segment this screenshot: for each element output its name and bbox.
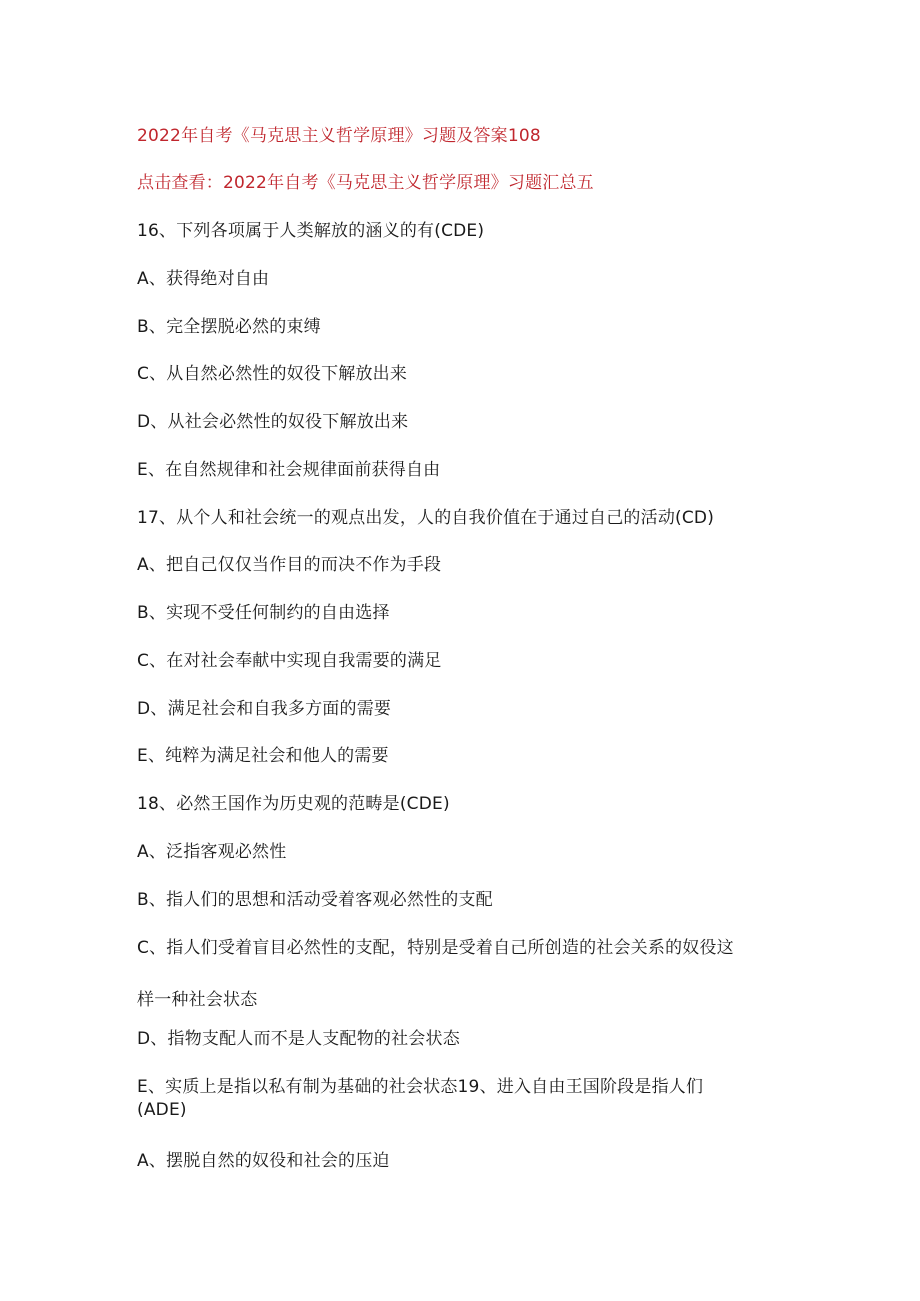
- q18-option-a: A、泛指客观必然性: [137, 842, 287, 862]
- q18-option-c: C、指人们受着盲目必然性的支配，特别是受着自己所创造的社会关系的奴役这: [137, 938, 734, 958]
- q18-option-d: D、指物支配人而不是人支配物的社会状态: [137, 1029, 460, 1049]
- q16-option-d: D、从社会必然性的奴役下解放出来: [137, 412, 409, 432]
- question-17: 17、从个人和社会统一的观点出发，人的自我价值在于通过自己的活动(CD): [137, 508, 715, 528]
- question-16: 16、下列各项属于人类解放的涵义的有(CDE): [137, 221, 485, 241]
- q16-option-c: C、从自然必然性的奴役下解放出来: [137, 364, 408, 384]
- q17-option-d: D、满足社会和自我多方面的需要: [137, 699, 392, 719]
- q18-option-b: B、指人们的思想和活动受着客观必然性的支配: [137, 890, 493, 910]
- q17-option-e: E、纯粹为满足社会和他人的需要: [137, 746, 389, 766]
- q18-option-e: E、实质上是指以私有制为基础的社会状态19、进入自由王国阶段是指人们: [137, 1077, 704, 1097]
- q19-option-a: A、摆脱自然的奴役和社会的压迫: [137, 1151, 390, 1171]
- q16-option-b: B、完全摆脱必然的束缚: [137, 317, 321, 337]
- document-title: 2022年自考《马克思主义哲学原理》习题及答案108: [137, 126, 541, 146]
- q19-answer-key: (ADE): [137, 1100, 187, 1120]
- q17-option-c: C、在对社会奉献中实现自我需要的满足: [137, 651, 442, 671]
- q17-option-b: B、实现不受任何制约的自由选择: [137, 603, 390, 623]
- question-18: 18、必然王国作为历史观的范畴是(CDE): [137, 794, 450, 814]
- q16-option-e: E、在自然规律和社会规律面前获得自由: [137, 460, 441, 480]
- q17-option-a: A、把自己仅仅当作目的而决不作为手段: [137, 555, 442, 575]
- q18-option-c-continued: 样一种社会状态: [137, 990, 258, 1010]
- q16-option-a: A、获得绝对自由: [137, 269, 270, 289]
- related-link[interactable]: 点击查看：2022年自考《马克思主义哲学原理》习题汇总五: [137, 173, 594, 193]
